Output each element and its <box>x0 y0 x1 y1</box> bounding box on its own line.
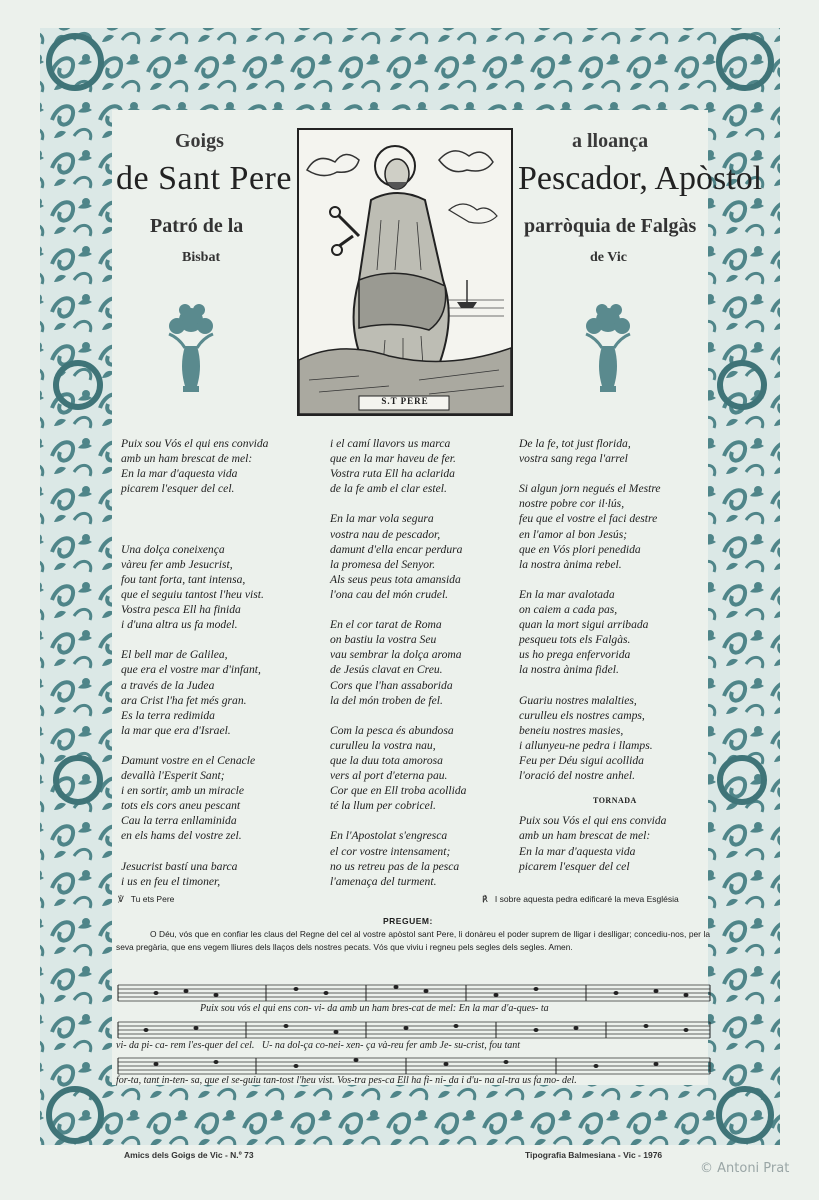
title-pescador-apostol: Pescador, Apòstol <box>518 160 763 197</box>
versicle-symbol: ℣ <box>118 894 124 904</box>
prayer-title: PREGUEM: <box>383 916 433 926</box>
lyrics-line-2: vi- da pi- ca- rem l'es-quer del cel. U- na dol-ça co-nei- xen- ça và-reu fer amb Je- su-crist, fou tant <box>116 1040 521 1051</box>
title-sant-pere: de Sant Pere <box>116 160 292 197</box>
title-bisbat: Bisbat <box>182 250 221 265</box>
footer-printer: Tipografia Balmesiana - Vic - 1976 <box>525 1150 663 1160</box>
music-score <box>116 975 712 1085</box>
title-patro: Patró de la <box>150 215 244 237</box>
title-de-vic: de Vic <box>590 250 627 265</box>
lyrics-line-3: for-ta, tant in-ten- sa, que el se-guiu tan-tost l'heu vist. Vos-tra pes-ca Ell ha fi- ni- da i d'u- na al-tra us fa mo- del. <box>116 1075 577 1086</box>
title-parroquia: parròquia de Falgàs <box>524 215 697 237</box>
response-symbol: ℟ <box>482 894 488 904</box>
response <box>482 894 679 905</box>
copyright-watermark: © Antoni Prat <box>700 1161 790 1176</box>
saint-peter-figure-icon <box>299 130 511 414</box>
title-lloanca: a lloança <box>572 130 649 152</box>
saint-peter-woodcut <box>297 128 513 416</box>
versicle-text: Tu ets Pere <box>130 894 175 904</box>
footer-publisher: Amics dels Goigs de Vic - N.º 73 <box>124 1150 254 1160</box>
verse-column-1: Puix sou Vós el qui ens convida amb un ham brescat de mel: En la mar d'aquesta vida picarem l'esquer del cel. Una dolça coneixença vàreu fer amb Jesucrist, fou tant forta, tant intensa, que el seguiu tantost l'heu vist. Vostra pesca Ell ha finida i d'una altra us fa model. El bell mar de Galilea, que era el vostre mar d'infant, a través de la Judea ara Crist l'ha fet més gran. Es la terra redimida la mar que era d'Israel. Damunt vostre en el Cenacle devallà l'Esperit Sant; i en sortir, amb un miracle tots els cors aneu pescant Cau la terra enllaminida en els hams del vostre zel. Jesucrist bastí una barca i us en feu el timoner, <box>121 437 269 888</box>
prayer-body: O Déu, vós que en confiar les claus del Regne del cel al vostre apòstol sant Pere, li donàreu el poder suprem de lligar i deslligar; concediu-nos, per la seva pregària, que ens vegem lliures dels llaços dels nostres pecats. Vós que viviu i regneu pels segles dels segles. Amen. <box>116 929 710 952</box>
vase-right-icon <box>582 300 634 400</box>
verse-column-3: De la fe, tot just florida, vostra sang rega l'arrel Si algun jorn negués el Mestre nostre pobre cor il·lús, feu que el vostre el faci destre en l'amor al bon Jesús; que en Vós plori penedida la nostra ànima rebel. En la mar avalotada on caiem a cada pas, quan la mort sigui arribada pesqueu tots els Falgàs. us ho prega enfervorida la nostra ànima fidel. Guariu nostres malalties, curulleu els nostres camps, beneiu nostres masies, i allunyeu-ne pedra i llamps. Feu per Déu sigui acollida l'oració del nostre anhel. Puix sou Vós el qui ens convida amb un ham brescat de mel: En la mar d'aquesta vida picarem l'esquer del cel <box>519 437 667 873</box>
verse-column-2: i el camí llavors us marca que en la mar haveu de fer. Vostra ruta Ell ha aclarida de la fe amb el clar estel. En la mar vola segura vostra nau de pescador, damunt d'ella encar perdura la promesa del Senyor. Als seus peus tota amansida l'ona cau del món crudel. En el cor tarat de Roma on bastiu la vostra Seu vau sembrar la dolça aroma de Jesús clavat en Creu. Cors que l'han assaborida la del món troben de fel. Com la pesca és abundosa curulleu la vostra nau, que la duu tota amorosa vers al port d'eterna pau. Cor que en Ell troba acollida té la llum per cobricel. En l'Apostolat s'engresca el cor vostre intensament; no us retreu pas de la pesca l'amenaça del turment. <box>330 437 467 888</box>
title-goigs: Goigs <box>175 130 224 152</box>
lyrics-line-1: Puix sou vós el qui ens con- vi- da amb un ham bres-cat de mel: En la mar d'a-ques- ta <box>200 1003 549 1014</box>
response-text: I sobre aquesta pedra edificaré la meva Església <box>494 894 679 904</box>
music-staff-icon <box>116 975 712 1085</box>
versicle <box>118 894 174 905</box>
tornada-label: TORNADA <box>593 796 637 805</box>
vase-left-icon <box>165 300 217 400</box>
woodcut-caption: S.T PERE <box>381 396 429 406</box>
